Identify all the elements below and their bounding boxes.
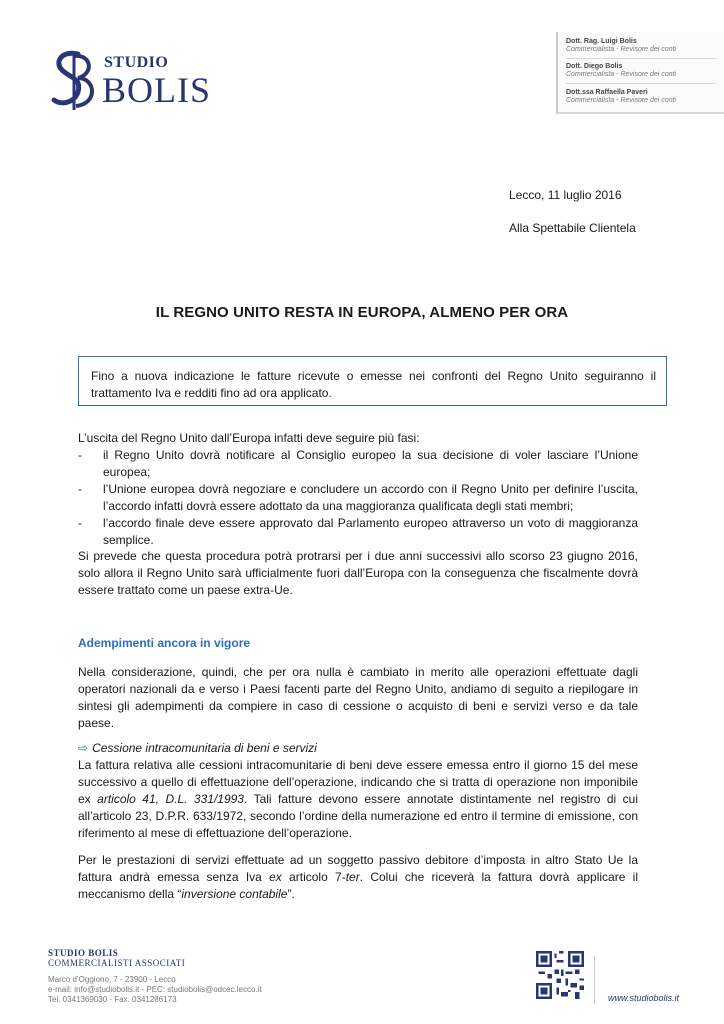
list-item-text: l’accordo finale deve essere approvato dal Parlamento europeo attraverso un voto di maggioranza semplice. xyxy=(103,516,638,547)
qr-code-icon xyxy=(536,951,584,999)
bullet-marker: - xyxy=(78,482,82,496)
servizi-paragraph xyxy=(78,852,638,903)
cessione-text-part: . Tali fatture devono essere annotate distintamente nel registro di cui all’articolo 23, D.P.R. 633/1972, secondo l’ordine della numerazione ed entro il termine di emissione, con riferimento al mese di effettuazione dell’operazione. xyxy=(78,792,638,840)
servizi-text-part: Per le prestazioni di servizi effettuate ad un soggetto passivo debitore d’imposta in altro Stato Ue la fattura andrà emessa senza Iva xyxy=(78,853,638,884)
footer-name: STUDIO BOLIS xyxy=(48,948,119,958)
subsection-heading xyxy=(78,741,317,755)
servizi-text xyxy=(78,852,638,903)
servizi-text-part: . Colui che riceverà la fattura dovrà applicare il meccanismo della “ xyxy=(78,870,638,901)
section-heading: Adempimenti ancora in vigore xyxy=(78,636,251,650)
section-intro-text: Nella considerazione, quindi, che per ora nulla è cambiato in merito alle operazioni effettuate dagli operatori nazionali da e verso i Paesi facenti parte del Regno Unito, andiamo di seguito a riepilogare in sintesi gli adempimenti da compiere in caso di cessione o acquisto di beni e servizi verso e da tale paese. xyxy=(78,665,638,730)
footer-address: Marco d’Oggiono, 7 - 23900 - Lecco xyxy=(48,975,176,984)
procedure-text: Si prevede che questa procedura potrà protrarsi per i due anni successivi allo scorso 23 giugno 2016, solo allora il Regno Unito sarà ufficialmente fuori dall’Europa con la conseguenza che fiscalmente dovrà essere trattato come un paese extra-Ue. xyxy=(78,549,638,597)
servizi-text-part: ”. xyxy=(287,887,295,901)
section-intro-paragraph xyxy=(78,664,638,732)
partner-role: Commercialista - Revisore dei conti xyxy=(566,97,677,104)
footer xyxy=(48,948,348,1005)
list-item xyxy=(78,447,638,481)
partner-name: Dott. Diego Bolis xyxy=(566,63,623,70)
partner-item xyxy=(566,63,724,79)
partner-role: Commercialista - Revisore dei conti xyxy=(566,71,677,78)
partner-role: Commercialista - Revisore dei conti xyxy=(566,46,677,53)
footer-phone: Tel. 0341369030 - Fax. 0341286173 xyxy=(48,995,177,1004)
partner-item xyxy=(566,38,724,54)
partner-item xyxy=(566,89,724,105)
cessione-text xyxy=(78,757,638,842)
list-item xyxy=(78,515,638,549)
list-item-text: l’Unione europea dovrà negoziare e concludere un accordo con il Regno Unito per definire l’uscita, l’accordo infatti dovrà essere adottato da una maggioranza qualificata degli stati membri; xyxy=(103,482,638,513)
cessione-text-part: La fattura relativa alle cessioni intracomunitarie di beni deve essere emessa entro il giorno 15 del mese successivo a quello di effettuazione dell’operazione, indicando che si tratta di operazione non imponibile ex xyxy=(78,758,638,806)
logo-bolis-text: BOLIS xyxy=(102,70,212,110)
highlight-box xyxy=(78,356,667,406)
partner-divider xyxy=(566,58,716,59)
servizi-text-part: articolo 7- xyxy=(281,870,346,884)
footer-website-link[interactable]: www.studiobolis.it xyxy=(608,993,680,1003)
recipient: Alla Spettabile Clientela xyxy=(509,221,636,235)
highlight-text: Fino a nuova indicazione le fatture ricevute o emesse nei confronti del Regno Unito seguiranno il trattamento Iva e redditi fino ad ora applicato. xyxy=(91,369,656,400)
cessione-reference: articolo 41, D.L. 331/1993 xyxy=(97,792,244,806)
sb-monogram-icon xyxy=(48,48,100,112)
phases-list xyxy=(78,447,638,549)
studio-bolis-logo xyxy=(48,48,212,112)
footer-email: e-mail: info@studiobolis.it - PEC: studiobolis@odcec.lecco.it xyxy=(48,985,262,994)
servizi-ex: ex xyxy=(269,870,282,884)
subsection-title: Cessione intracomunitaria di beni e servizi xyxy=(92,741,317,755)
place-date: Lecco, 11 luglio 2016 xyxy=(509,188,622,202)
list-item xyxy=(78,481,638,515)
letter-title: IL REGNO UNITO RESTA IN EUROPA, ALMENO PER ORA xyxy=(155,304,569,321)
servizi-reverse-charge: inversione contabile xyxy=(181,887,288,901)
list-item-text: il Regno Unito dovrà notificare al Consiglio europeo la sua decisione di voler lasciare l’Unione europea; xyxy=(103,448,638,479)
servizi-ter: ter xyxy=(345,870,360,884)
logo-studio-text: STUDIO xyxy=(104,54,169,71)
arrow-right-icon: ⇨ xyxy=(78,741,89,755)
bullet-marker: - xyxy=(78,448,82,462)
partner-name: Dott.ssa Raffaella Paveri xyxy=(566,89,648,96)
partner-divider xyxy=(566,83,716,84)
intro-text: L’uscita del Regno Unito dall’Europa infatti deve seguire più fasi: xyxy=(78,431,420,445)
cessione-paragraph xyxy=(78,757,638,842)
intro-paragraph xyxy=(78,430,638,447)
partner-name: Dott. Rag. Luigi Bolis xyxy=(566,38,637,45)
partners-box xyxy=(556,32,724,114)
footer-divider xyxy=(594,956,595,1004)
procedure-paragraph xyxy=(78,548,638,599)
footer-subtitle: COMMERCIALISTI ASSOCIATI xyxy=(48,958,186,968)
bullet-marker: - xyxy=(78,516,82,530)
